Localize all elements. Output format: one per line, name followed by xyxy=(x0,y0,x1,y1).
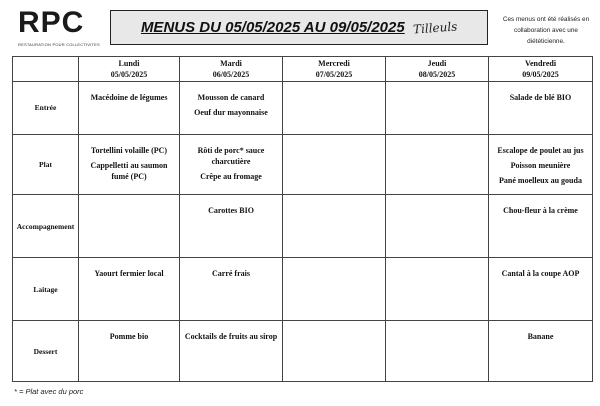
day-header-jeudi xyxy=(386,57,489,82)
dish-item: Poisson meunière xyxy=(510,160,571,170)
day-name: Lundi xyxy=(118,59,140,68)
menu-row-dessert xyxy=(13,321,593,382)
day-header-lundi xyxy=(79,57,180,82)
menu-row-entrée xyxy=(13,82,593,135)
menu-cell xyxy=(283,195,386,258)
dish-item: Pomme bio xyxy=(109,332,149,342)
logo-text: RPC xyxy=(18,6,85,39)
dish-item: Chou-fleur à la crème xyxy=(503,206,578,216)
logo-subtitle: RESTAURATION POUR COLLECTIVITES xyxy=(18,42,100,47)
day-header-mardi xyxy=(180,57,283,82)
row-label: Plat xyxy=(13,134,79,195)
day-name: Mercredi xyxy=(318,59,350,68)
header-row xyxy=(13,57,593,82)
menu-cell xyxy=(180,134,283,195)
dish-item: Cappelletti au saumon fumé (PC) xyxy=(90,160,168,181)
row-label: Accompagnement xyxy=(13,195,79,258)
dish-item: Mousson de canard xyxy=(197,93,265,102)
menu-cell xyxy=(386,321,489,382)
menu-cell xyxy=(79,82,180,135)
day-name: Vendredi xyxy=(524,59,557,68)
handwritten-site-name: Tilleuls xyxy=(412,18,458,37)
menu-cell xyxy=(386,258,489,321)
menu-cell xyxy=(180,258,283,321)
day-name: Jeudi xyxy=(427,59,447,68)
day-date: 05/05/2025 xyxy=(110,70,148,79)
dietitian-note: Ces menus ont été réalisés en collaboration avec une diététicienne. xyxy=(502,16,590,45)
day-date: 06/05/2025 xyxy=(212,70,250,79)
menu-row-accompagnement xyxy=(13,195,593,258)
menu-cell xyxy=(180,321,283,382)
row-label: Entrée xyxy=(13,82,79,135)
logo xyxy=(18,6,100,50)
dish-item: Banane xyxy=(527,332,554,342)
menu-cell xyxy=(79,195,180,258)
menu-cell xyxy=(489,321,593,382)
menu-cell xyxy=(489,134,593,195)
dish-item: Pané moelleux au gouda xyxy=(499,175,582,185)
dish-item: Oeuf dur mayonnaise xyxy=(194,108,268,117)
dish-item: Carré frais xyxy=(212,269,250,279)
menu-table xyxy=(12,56,593,382)
dish-item: Macédoine de légumes xyxy=(90,93,168,102)
dish-item: Cocktails de fruits au sirop xyxy=(184,332,278,342)
footnote: * = Plat avec du porc xyxy=(14,387,84,396)
title-box xyxy=(110,10,488,45)
menu-row-plat xyxy=(13,134,593,195)
menu-cell xyxy=(79,258,180,321)
row-label: Dessert xyxy=(13,321,79,382)
menu-cell xyxy=(180,82,283,135)
menu-cell xyxy=(386,195,489,258)
menu-cell xyxy=(386,134,489,195)
day-header-mercredi xyxy=(283,57,386,82)
corner-cell xyxy=(13,57,79,82)
menu-cell xyxy=(489,82,593,135)
menu-cell xyxy=(79,321,180,382)
day-date: 07/05/2025 xyxy=(315,70,353,79)
dish-item: Cantal à la coupe AOP xyxy=(501,269,580,279)
row-label: Laitage xyxy=(13,258,79,321)
dish-item: Salade de blé BIO xyxy=(509,93,572,102)
dish-item: Yaourt fermier local xyxy=(94,269,164,279)
page-title: MENUS DU 05/05/2025 AU 09/05/2025 xyxy=(140,19,405,36)
day-date: 08/05/2025 xyxy=(418,70,456,79)
day-date: 09/05/2025 xyxy=(522,70,559,79)
dish-item: Rôti de porc* sauce charcutière xyxy=(197,145,265,166)
menu-cell xyxy=(283,258,386,321)
menu-row-laitage xyxy=(13,258,593,321)
menu-cell xyxy=(180,195,283,258)
day-name: Mardi xyxy=(220,59,242,68)
menu-cell xyxy=(283,321,386,382)
menu-cell xyxy=(386,82,489,135)
dish-item: Tortellini volaille (PC) xyxy=(90,145,168,155)
menu-cell xyxy=(489,258,593,321)
menu-cell xyxy=(489,195,593,258)
menu-cell xyxy=(283,82,386,135)
dish-item: Escalope de poulet au jus xyxy=(497,145,584,155)
menu-cell xyxy=(79,134,180,195)
day-header-vendredi xyxy=(489,57,593,82)
dish-item: Carottes BIO xyxy=(208,206,254,216)
dish-item: Crêpe au fromage xyxy=(200,171,262,181)
menu-cell xyxy=(283,134,386,195)
